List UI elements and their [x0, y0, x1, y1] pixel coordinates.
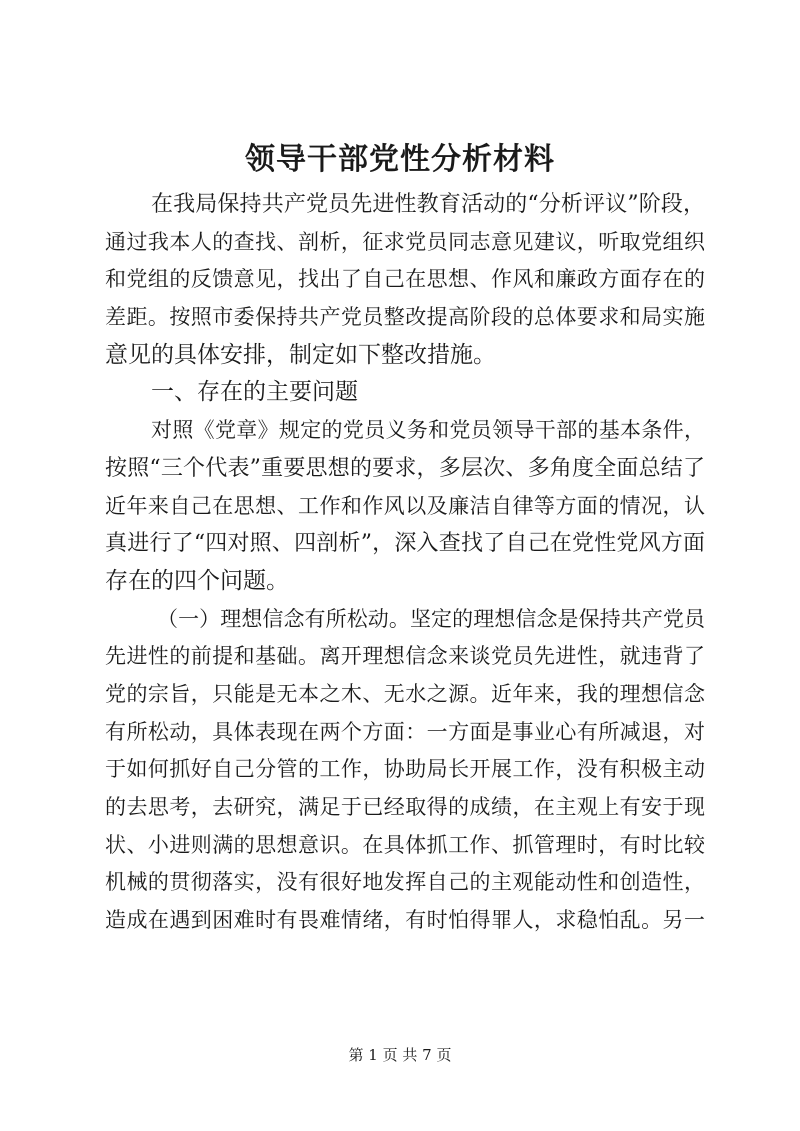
paragraph-line: 按照“三个代表”重要思想的要求，多层次、多角度全面总结了 [105, 455, 705, 481]
paragraph-line: 存在的四个问题。 [105, 567, 289, 594]
paragraph-line: 真进行了“四对照、四剖析”，深入查找了自己在党性党风方面 [105, 531, 705, 557]
paragraph-line: 在我局保持共产党员先进性教育活动的“分析评议”阶段， [151, 192, 705, 217]
paragraph-line: 对照《党章》规定的党员义务和党员领导干部的基本条件， [151, 418, 705, 443]
paragraph-line: 状、小进则满的思想意识。在具体抓工作、抓管理时，有时比较 [105, 832, 705, 857]
paragraph-line: 意见的具体安排，制定如下整改措施。 [105, 341, 496, 368]
paragraph-line: 和党组的反馈意见，找出了自己在思想、作风和廉政方面存在的 [105, 267, 705, 292]
paragraph-line: 机械的贯彻落实，没有很好地发挥自己的主观能动性和创造性， [105, 870, 705, 895]
paragraph-line: 造成在遇到困难时有畏难情绪，有时怕得罪人，求稳怕乱。另一 [105, 908, 705, 933]
document-title: 领导干部党性分析材料 [245, 142, 555, 177]
paragraph-line: 通过我本人的查找、剖析，征求党员同志意见建议，听取党组织 [105, 229, 705, 254]
page-number-footer: 第 1 页 共 7 页 [348, 1046, 452, 1064]
subsection-heading-line: （一）理想信念有所松动。坚定的理想信念是保持共产党员 [157, 606, 705, 631]
paragraph-line: 于如何抓好自己分管的工作，协助局长开展工作，没有积极主动 [105, 757, 705, 782]
document-body [105, 186, 705, 940]
paragraph-line: 差距。按照市委保持共产党员整改提高阶段的总体要求和局实施 [105, 305, 705, 330]
paragraph-line: 党的宗旨，只能是无本之木、无水之源。近年来，我的理想信念 [105, 681, 705, 706]
section-heading: 一、存在的主要问题 [151, 379, 358, 406]
paragraph-line: 有所松动，具体表现在两个方面：一方面是事业心有所减退，对 [105, 719, 705, 744]
paragraph-line: 先进性的前提和基础。离开理想信念来谈党员先进性，就违背了 [105, 644, 705, 669]
paragraph-line: 近年来自己在思想、工作和作风以及廉洁自律等方面的情况，认 [105, 493, 705, 518]
paragraph-line: 的去思考，去研究，满足于已经取得的成绩，在主观上有安于现 [105, 795, 705, 819]
